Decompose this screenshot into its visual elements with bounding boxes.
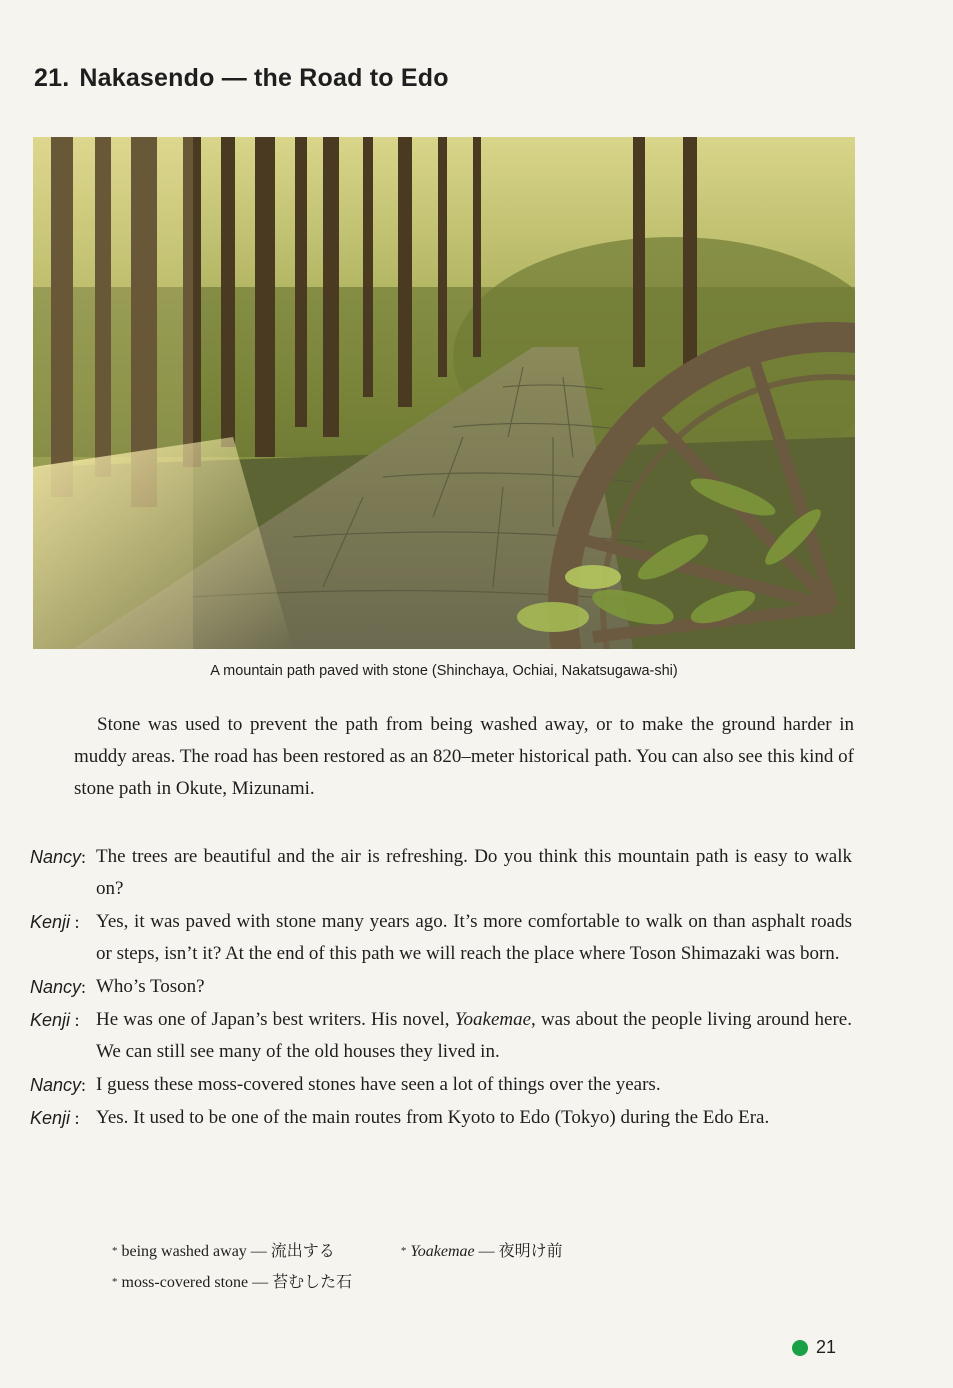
speaker-label: Kenji : <box>30 1010 80 1030</box>
dialogue-turn <box>30 1004 852 1068</box>
speaker-label: Nancy: <box>30 977 87 997</box>
dialogue-line: I guess these moss-covered stones have seen a lot of things over the years. <box>96 1074 661 1095</box>
page-number: 21 <box>792 1337 836 1358</box>
intro-paragraph <box>74 709 854 805</box>
intro-text: Stone was used to prevent the path from being washed away, or to make the ground harder in muddy areas. The road has been restored as an 820–meter historical path. You can also see this kind of stone path in Okute, Mizunami. <box>74 714 854 799</box>
dialogue-line: Yes. It used to be one of the main routes from Kyoto to Edo (Tokyo) during the Edo Era. <box>96 1107 770 1128</box>
photo-illustration <box>33 137 855 649</box>
speaker-label: Kenji : <box>30 1108 80 1128</box>
forest-path-photo <box>33 137 855 649</box>
green-dot-icon <box>792 1340 808 1356</box>
photo-caption: A mountain path paved with stone (Shinchaya, Ochiai, Nakatsugawa-shi) <box>210 663 678 679</box>
dialogue-turn <box>30 1069 852 1101</box>
speaker-label: Nancy: <box>30 1075 87 1095</box>
dialogue-turn <box>30 841 852 905</box>
dialogue-line: Yes, it was paved with stone many years ago. It’s more comfortable to walk on than asphalt roads or steps, isn’t it? At the end of this path we will reach the place where Toson Shimazaki was born. <box>96 911 852 964</box>
section-number: 21. <box>34 64 70 92</box>
dialogue <box>30 841 852 1135</box>
novel-title: Yoakemae <box>454 1009 532 1030</box>
dialogue-line: Who’s Toson? <box>96 976 205 997</box>
vocab-note: * moss-covered stone — 苔むした石 <box>112 1274 353 1291</box>
dialogue-line: He was one of Japan’s best writers. His novel, Yoakemae, was about the people living around here. We can still see many of the old houses they lived in. <box>96 1009 852 1062</box>
vocab-note: * being washed away — 流出する <box>112 1243 335 1260</box>
dialogue-turn <box>30 1102 852 1134</box>
dialogue-line: The trees are beautiful and the air is refreshing. Do you think this mountain path is easy to walk on? <box>96 846 852 899</box>
vocabulary-notes <box>112 1236 712 1298</box>
dialogue-turn <box>30 906 852 970</box>
section-title: Nakasendo — the Road to Edo <box>79 64 449 92</box>
speaker-label: Nancy: <box>30 847 87 867</box>
vocab-note: * Yoakemae — 夜明け前 <box>400 1243 563 1260</box>
dialogue-turn <box>30 971 852 1003</box>
page-title <box>34 64 449 93</box>
speaker-label: Kenji : <box>30 912 80 932</box>
